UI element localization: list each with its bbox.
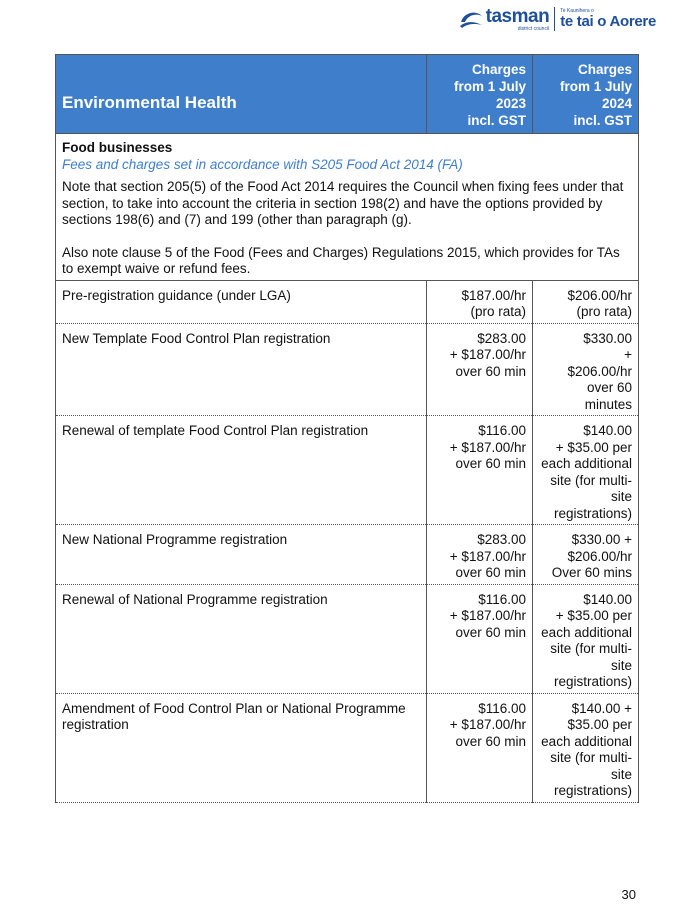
table-row [56, 584, 639, 693]
fee-description: Pre-registration guidance (under LGA) [56, 280, 427, 323]
section-note: Also note clause 5 of the Food (Fees and Charges) Regulations 2015, which provides for TAs to exempt waive or refund fees. [62, 244, 620, 276]
charge-2023: $116.00 + $187.00/hr over 60 min [427, 693, 533, 802]
charge-2023: $116.00 + $187.00/hr over 60 min [427, 584, 533, 693]
charge-2024: $140.00 + $35.00 per each additional site (for multi- site registrations) [533, 584, 639, 693]
section-note: Note that section 205(5) of the Food Act 2014 requires the Council when fixing fees under that section, to take into account the criteria in section 198(2) and have the options provided by sections 198(6) and (7) and 199 (other than paragraph (g). [62, 179, 624, 227]
charge-2023: $187.00/hr (pro rata) [427, 280, 533, 323]
table-header-row [56, 55, 639, 134]
tasman-wave-logo-icon [458, 8, 484, 30]
fees-table [55, 54, 639, 803]
fee-description: Amendment of Food Control Plan or National Programme registration [56, 693, 427, 802]
logo-brand: tasman [485, 5, 550, 27]
fee-description: Renewal of National Programme registration [56, 584, 427, 693]
charge-2024: $330.00 + $206.00/hr over 60 minutes [533, 323, 639, 416]
charge-2024: $140.00 + $35.00 per each additional site (for multi- site registrations) [533, 693, 639, 802]
table-row [56, 280, 639, 323]
header-charges-2023: Charges from 1 July 2023 incl. GST [427, 55, 533, 134]
council-logo [458, 6, 656, 32]
charge-2023: $283.00 + $187.00/hr over 60 min [427, 323, 533, 416]
charge-2023: $283.00 + $187.00/hr over 60 min [427, 525, 533, 585]
logo-divider [554, 7, 555, 31]
table-row [56, 323, 639, 416]
logo-brand-sub: district council [517, 25, 550, 32]
section-subtitle: Fees and charges set in accordance with S205 Food Act 2014 (FA) [62, 156, 463, 172]
charge-2024: $140.00 + $35.00 per each additional site (for multi- site registrations) [533, 416, 639, 525]
logo-maori-small: Te Kaunihera o [560, 8, 594, 14]
charge-2023: $116.00 + $187.00/hr over 60 min [427, 416, 533, 525]
fee-description: New Template Food Control Plan registration [56, 323, 427, 416]
fee-description: Renewal of template Food Control Plan registration [56, 416, 427, 525]
table-row [56, 693, 639, 802]
table-title: Environmental Health [56, 55, 427, 134]
table-row [56, 416, 639, 525]
header-charges-2024: Charges from 1 July 2024 incl. GST [533, 55, 639, 134]
logo-maori-name: te tai o Aorere [560, 13, 656, 30]
fee-description: New National Programme registration [56, 525, 427, 585]
charge-2024: $206.00/hr (pro rata) [533, 280, 639, 323]
table-row [56, 525, 639, 585]
page-number: 30 [621, 887, 636, 902]
charge-2024: $330.00 + $206.00/hr Over 60 mins [533, 525, 639, 585]
section-row [56, 134, 639, 281]
section-title: Food businesses [62, 140, 173, 155]
